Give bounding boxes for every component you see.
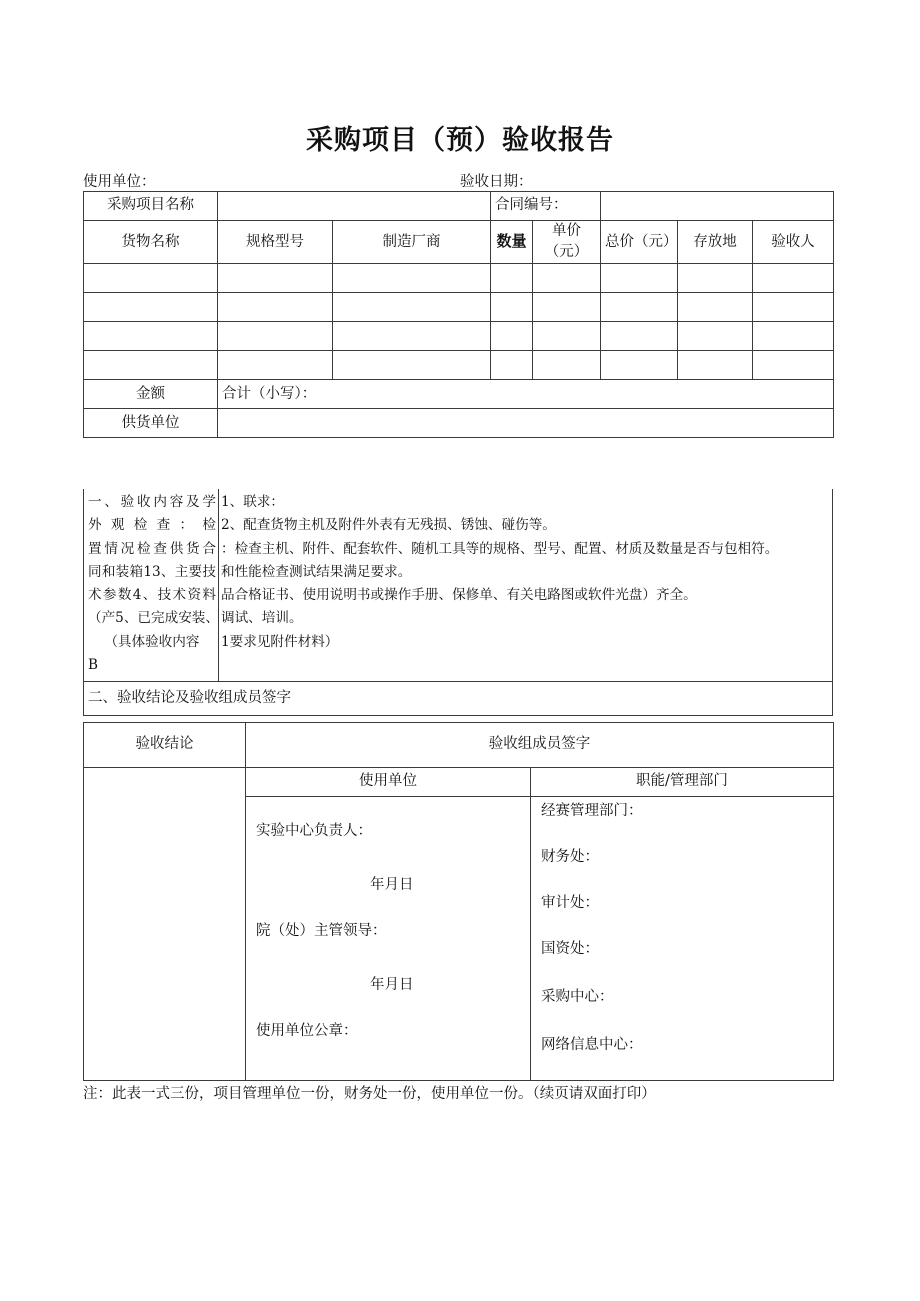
project-name-value[interactable]	[218, 192, 491, 221]
column-header-total-price: 总价（元）	[601, 221, 678, 264]
column-header-unit-price	[533, 221, 601, 264]
cell-total-price[interactable]	[601, 293, 678, 322]
column-header-goods-name: 货物名称	[84, 221, 218, 264]
sig-lab-center-head: 实验中心负责人：	[256, 823, 372, 839]
function-dept-column-label: 职能/管理部门	[531, 768, 834, 797]
content-left-line: 同和装箱13、主要技	[88, 563, 216, 580]
use-unit-entries	[250, 797, 526, 1080]
members-signature-label: 验收组成员签字	[246, 723, 834, 768]
acceptance-content-right-column	[221, 491, 831, 654]
amount-value[interactable]: 合计（小写）：	[218, 380, 834, 409]
cell-goods-name[interactable]	[84, 351, 218, 380]
signature-table	[83, 722, 834, 1081]
cell-goods-name[interactable]	[84, 264, 218, 293]
use-unit-signature-cell[interactable]	[246, 797, 531, 1081]
cell-acceptor[interactable]	[753, 264, 834, 293]
amount-row	[84, 380, 834, 409]
cell-goods-name[interactable]	[84, 322, 218, 351]
dept-entry-network-info: 网络信息中心：	[541, 1037, 643, 1053]
content-right-line: 2、配查货物主机及附件外表有无残损、锈蚀、碰伤等。	[221, 517, 556, 534]
table-row[interactable]	[84, 351, 834, 380]
dept-entry-audit: 审计处：	[541, 895, 599, 911]
column-header-acceptor: 验收人	[753, 221, 834, 264]
cell-quantity[interactable]	[491, 264, 533, 293]
cell-unit-price[interactable]	[533, 293, 601, 322]
cell-storage-place[interactable]	[678, 351, 753, 380]
cell-unit-price[interactable]	[533, 264, 601, 293]
content-right-line: 品合格证书、使用说明书或操作手册、保修单、有关电路图或软件光盘）齐全。	[221, 587, 697, 604]
content-left-line: （产5、已完成安装、	[88, 610, 219, 627]
content-left-line: 外观检查：检	[88, 517, 216, 534]
acceptance-content-left-column	[86, 491, 218, 677]
cell-total-price[interactable]	[601, 264, 678, 293]
column-header-spec-model: 规格型号	[218, 221, 333, 264]
dept-entry-state-asset: 国资处：	[541, 941, 599, 957]
cell-manufacturer[interactable]	[333, 351, 491, 380]
sig-date-leader: 年月日	[370, 977, 414, 993]
cell-storage-place[interactable]	[678, 264, 753, 293]
cell-quantity[interactable]	[491, 351, 533, 380]
content-right-line: 和性能检查测试结果满足要求。	[221, 563, 412, 580]
cell-unit-price[interactable]	[533, 322, 601, 351]
goods-table	[83, 191, 834, 438]
unit-price-unit-text: （元）	[544, 244, 589, 261]
cell-total-price[interactable]	[601, 351, 678, 380]
use-unit-column-label: 使用单位	[246, 768, 531, 797]
dept-entry-asset-mgmt: 经赛管理部门：	[541, 803, 643, 819]
cell-acceptor[interactable]	[753, 351, 834, 380]
contract-no-label: 合同编号：	[491, 192, 601, 221]
cell-acceptor[interactable]	[753, 322, 834, 351]
sig-date-center-head: 年月日	[370, 877, 414, 893]
signature-subheader-row	[84, 768, 834, 797]
supplier-value[interactable]	[218, 409, 834, 438]
content-right-line: 调试、培训。	[221, 610, 303, 627]
cell-storage-place[interactable]	[678, 322, 753, 351]
goods-table-header-row	[84, 221, 834, 264]
cell-spec-model[interactable]	[218, 322, 333, 351]
content-right-line: 1要求见附件材料）	[221, 633, 339, 650]
cell-unit-price[interactable]	[533, 351, 601, 380]
sig-lab-unit-seal: 使用单位公章：	[256, 1023, 358, 1039]
cell-quantity[interactable]	[491, 322, 533, 351]
cell-manufacturer[interactable]	[333, 322, 491, 351]
project-name-label: 采购项目名称	[84, 192, 218, 221]
cell-quantity[interactable]	[491, 293, 533, 322]
section-two-heading: 二、验收结论及验收组成员签字	[83, 682, 833, 716]
column-header-quantity: 数量	[491, 221, 533, 264]
amount-label: 金额	[84, 380, 218, 409]
cell-spec-model[interactable]	[218, 264, 333, 293]
table-row[interactable]	[84, 293, 834, 322]
content-left-line: （具体验收内容	[104, 633, 200, 650]
content-column-divider	[218, 489, 219, 682]
page-title: 采购项目（预）验收报告	[306, 125, 614, 156]
project-name-row	[84, 192, 834, 221]
dept-entry-finance: 财务处：	[541, 849, 599, 865]
function-dept-signature-cell[interactable]	[531, 797, 834, 1081]
acceptance-date-label: 验收日期：	[460, 174, 533, 190]
supplier-row	[84, 409, 834, 438]
unit-price-text: 单价	[552, 223, 581, 239]
sig-lab-leader: 院（处）主管领导：	[256, 923, 387, 939]
cell-storage-place[interactable]	[678, 293, 753, 322]
cell-spec-model[interactable]	[218, 293, 333, 322]
cell-manufacturer[interactable]	[333, 264, 491, 293]
conclusion-value[interactable]	[84, 768, 246, 1081]
use-unit-label: 使用单位：	[83, 174, 156, 190]
content-right-line: 1、联求：	[221, 494, 285, 510]
dept-entries	[535, 797, 829, 1080]
cell-acceptor[interactable]	[753, 293, 834, 322]
conclusion-label: 验收结论	[84, 723, 246, 768]
supplier-label: 供货单位	[84, 409, 218, 438]
header-fields-row	[83, 170, 833, 190]
content-left-line: B	[88, 657, 98, 674]
content-left-line: 术参数4、技术资料	[88, 587, 216, 604]
cell-manufacturer[interactable]	[333, 293, 491, 322]
footer-note: 注：此表一式三份，项目管理单位一份，财务处一份，使用单位一份。（续页请双面打印）	[83, 1086, 656, 1102]
acceptance-content-block	[83, 489, 833, 682]
dept-entry-procurement: 采购中心：	[541, 989, 614, 1005]
signature-header-row	[84, 723, 834, 768]
content-left-line: 一、验收内容及学	[88, 494, 216, 510]
table-row[interactable]	[84, 264, 834, 293]
content-right-line: ：检查主机、附件、配套软件、随机工具等的规格、型号、配置、材质及数量是否与包相符。	[221, 540, 779, 557]
column-header-storage-place: 存放地	[678, 221, 753, 264]
cell-goods-name[interactable]	[84, 293, 218, 322]
content-left-line: 置情况检查供货合	[88, 540, 216, 557]
cell-spec-model[interactable]	[218, 351, 333, 380]
cell-total-price[interactable]	[601, 322, 678, 351]
column-header-manufacturer: 制造厂商	[333, 221, 491, 264]
table-row[interactable]	[84, 322, 834, 351]
contract-no-value[interactable]	[601, 192, 834, 221]
